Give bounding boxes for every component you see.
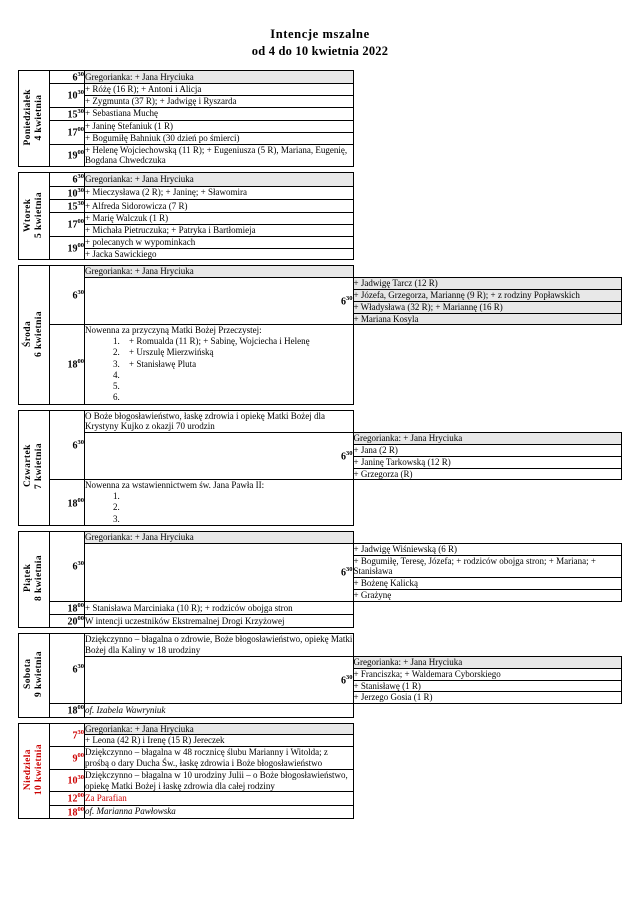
day-name: Poniedziałek [23,88,34,146]
table-row [19,95,622,107]
table-row [19,769,622,792]
intention-line: + Bogumiłę, Teresę, Józefa; + rodziców obojga stron; + Mariana; + Stanisława [353,555,596,577]
intention-text [85,84,354,96]
intention-text [85,480,354,526]
mass-time: $6^{30}$ [85,433,354,480]
intention-text [353,433,622,445]
table-row [19,704,622,717]
intention-line: + Jana (2 R) [353,445,398,456]
intention-text [85,70,354,83]
mass-time: $10^{30}$ [50,84,85,108]
intention-line: + Franciszka; + Waldemara Cyborskiego [353,668,501,679]
title-line-1: Intencje mszalne [270,27,370,41]
intention-text [85,531,354,543]
intention-line: Dziękczynno – błagalna w 48 rocznicę ślubu Marianny i Witolda; z prośbą o dary Ducha Św., łaskę zdrowia i Boże błogosławieństwo [85,747,328,768]
table-row [19,84,622,96]
table-row [19,248,622,260]
day-label [19,410,50,525]
intention-text [353,313,622,325]
mass-time: $6^{30}$ [50,70,85,83]
intention-line: + Jerzego Gosia (1 R) [353,692,433,703]
intention-text [85,173,354,186]
table-row [19,601,622,614]
intention-line: + Bożenę Kalicką [353,578,419,589]
intention-line: of. Izabela Wawryniuk [85,704,166,715]
mass-time: $15^{30}$ [50,107,85,120]
intention-line: Dziękczynno – błagalna w 10 urodziny Julii – o Boże błogosławieństwo, opiekę Matki Bożej i łaskę zdrowia dla całej rodziny [85,769,348,791]
mass-intentions-table [18,70,622,819]
day-name: Środa [23,320,34,347]
intention-text [85,213,354,225]
mass-time: $6^{30}$ [50,634,85,704]
list-item: 2. [113,502,120,513]
day-name: Piątek [23,564,34,593]
day-date: 7 kwietnia [34,443,44,490]
day-date: 8 kwietnia [34,555,44,602]
intention-text [85,615,354,628]
intention-line: + Janinę Tarkowską (12 R) [353,456,451,467]
table-row [19,792,622,805]
list-item: 1. + Romualda (11 R); + Sabinę, Wojciecha i Helenę [113,336,310,347]
table-row [19,531,622,543]
table-row [19,144,622,167]
mass-time: $18^{00}$ [50,805,85,818]
mass-time: $17^{00}$ [50,213,85,237]
intention-line: + Alfreda Sidorowicza (7 R) [85,200,188,211]
table-row [19,747,622,770]
intention-text [85,144,354,167]
mass-time: $19^{00}$ [50,144,85,167]
intention-line: Gregorianka: + Jana Hryciuka [353,433,463,444]
day-date: 10 kwietnia [34,743,44,795]
mass-time: $18^{00}$ [50,325,85,404]
intention-text [85,95,354,107]
mass-time: $6^{30}$ [50,410,85,480]
intention-line: + Jadwigę Tarcz (12 R) [353,278,438,289]
intention-text [353,543,622,555]
day-label [19,723,50,818]
list-item: 4. [113,369,120,380]
table-row [19,224,622,236]
intention-text [85,805,354,818]
intention-line: W intencji uczestników Ekstremalnej Drogi Krzyżowej [85,615,285,626]
intention-line: Gregorianka: + Jana Hryciuka [85,173,194,184]
intention-line: of. Marianna Pawłowska [85,806,176,817]
day-date: 4 kwietnia [34,93,44,140]
intention-line: Nowenna za wstawiennictwem św. Jana Pawła II: [85,480,265,491]
intention-text [85,634,354,657]
table-row [19,186,622,199]
mass-time: $10^{30}$ [50,186,85,199]
table-row [19,236,622,248]
intention-line: + Janinę Stefaniuk (1 R) [85,121,174,131]
table-row [19,480,622,526]
day-name: Czwartek [23,444,34,488]
intention-text [85,107,354,120]
intention-line: + Helenę Wojciechowską (11 R); + Eugeniusza (5 R), Mariana, Eugenię, Bogdana Chwedczuka [85,144,348,166]
mass-time: $9^{00}$ [50,747,85,770]
intention-text [353,668,622,680]
intention-text [353,692,622,704]
intention-line: + Stanisławę (1 R) [353,680,421,691]
mass-time: $7^{30}$ [50,723,85,747]
intention-line: Nowenna za przyczyną Matki Bożej Przeczystej: [85,325,262,336]
intention-line: + polecanych w wypominkach [85,236,196,247]
intention-text [353,289,622,301]
intention-text [353,589,622,601]
intention-text [353,578,622,590]
table-row [19,121,622,133]
day-name: Niedziela [23,748,34,790]
mass-time: $10^{30}$ [50,769,85,792]
intention-text [85,747,354,770]
intention-text [353,278,622,290]
list-item: 2. + Urszulę Mierzwińską [113,347,214,358]
intention-line: + Józefa, Grzegorza, Mariannę (9 R); + z rodziny Popławskich [353,289,580,300]
table-row [19,615,622,628]
day-label [19,266,50,404]
day-date: 5 kwietnia [34,191,44,238]
mass-time: $6^{30}$ [85,543,354,601]
mass-time: $18^{00}$ [50,704,85,717]
intention-line: Gregorianka: + Jana Hryciuka [353,657,463,667]
table-row [19,410,622,433]
intention-line: + Leona (42 R) i Irenę (15 R) Jereczek [85,735,225,746]
intention-line: + Zygmunta (37 R); + Jadwigę i Ryszarda [85,95,237,106]
table-row [19,213,622,225]
list-item-text: + Stanisławę Pluta [129,358,197,369]
list-item-text: + Romualda (11 R); + Sabinę, Wojciecha i Helenę [129,336,310,347]
list-item-text: + Urszulę Mierzwińską [129,347,214,358]
table-row [19,325,622,404]
intention-line: + Marię Walczuk (1 R) [85,213,169,224]
intention-text [353,680,622,692]
table-row [19,433,622,445]
title-line-2: od 4 do 10 kwietnia 2022 [251,43,389,58]
intention-text [353,657,622,669]
intention-text [353,555,622,578]
intention-text [85,601,354,614]
intention-line: + Jacka Sawickiego [85,248,157,259]
intention-line: + Michała Pietruczuka; + Patryka i Bartłomieja [85,224,256,235]
intention-text [85,236,354,248]
intention-line: Gregorianka: + Jana Hryciuka [85,723,194,734]
page-title [18,26,622,60]
intention-text [353,445,622,457]
intention-text [85,704,354,717]
intention-text [85,723,354,735]
mass-time: $15^{30}$ [50,199,85,212]
table-row [19,634,622,657]
intention-sublist [85,491,353,525]
intention-text [85,792,354,805]
list-item: 3. [113,513,120,524]
mass-time: $6^{30}$ [50,266,85,325]
day-label [19,531,50,627]
intention-line: + Stanisława Marciniaka (10 R); + rodziców obojga stron [85,602,293,613]
intention-line: O Boże błogosławieństwo, łaskę zdrowia i opiekę Matki Bożej dla Krystyny Kujko z okazji 70 urodzin [85,410,325,432]
intention-text [85,735,354,747]
intention-text [85,199,354,212]
table-row [19,657,622,669]
intention-text [85,121,354,133]
day-date: 6 kwietnia [34,310,44,357]
intention-line: + Jadwigę Wiśniewską (6 R) [353,543,458,554]
intention-text [85,224,354,236]
intention-line: Gregorianka: + Jana Hryciuka [85,266,194,277]
day-label [19,70,50,166]
intention-line: + Grzegorza (R) [353,468,413,479]
intention-line: Za Parafian [85,793,127,804]
list-item: 6. [113,392,120,403]
mass-time: $6^{30}$ [50,173,85,186]
intention-line: Dziękczynno – błagalna o zdrowie, Boże błogosławieństwo, opiekę Matki Bożej dla Kaliny w 18 urodziny [85,634,353,656]
intention-line: + Władysława (32 R); + Mariannę (16 R) [353,301,503,312]
intention-text [85,266,354,278]
intention-text [85,769,354,792]
table-row [19,173,622,186]
table-row [19,543,622,555]
mass-time: $18^{00}$ [50,601,85,614]
list-item: 1. [113,491,120,502]
table-row [19,199,622,212]
table-row [19,132,622,144]
mass-time: $18^{00}$ [50,480,85,526]
mass-time: $6^{30}$ [85,278,354,325]
day-label [19,634,50,717]
table-row [19,266,622,278]
mass-time: $19^{00}$ [50,236,85,260]
intention-text [85,248,354,260]
table-row [19,70,622,83]
intention-line: + Grażynę [353,589,392,600]
intention-line: + Sebastiana Muchę [85,108,159,119]
mass-time: $6^{30}$ [85,657,354,704]
day-date: 9 kwietnia [34,650,44,697]
intention-text [85,186,354,199]
intention-line: + Mieczysława (2 R); + Janinę; + Sławomira [85,187,247,198]
list-item: 5. [113,381,120,392]
table-row [19,735,622,747]
day-name: Wtorek [23,198,34,232]
list-item: 3. + Stanisławę Pluta [113,358,197,369]
mass-time: $12^{00}$ [50,792,85,805]
intention-line: Gregorianka: + Jana Hryciuka [85,531,194,542]
intention-line: Gregorianka: + Jana Hryciuka [85,71,194,82]
table-row [19,805,622,818]
intention-text [353,301,622,313]
day-name: Sobota [23,658,34,690]
intention-sublist [85,336,353,404]
mass-time: $6^{30}$ [50,531,85,601]
intention-text [85,132,354,144]
intention-text [85,325,354,404]
mass-time: $17^{00}$ [50,121,85,145]
intention-line: + Bogumiłę Bahniuk (30 dzień po śmierci) [85,132,240,143]
day-label [19,173,50,260]
intention-line: + Mariana Kosyla [353,313,419,324]
intention-text [353,468,622,480]
intention-line: + Różę (16 R); + Antoni i Alicja [85,84,202,95]
table-row [19,723,622,735]
mass-time: $20^{00}$ [50,615,85,628]
intention-text [85,410,354,433]
table-row [19,278,622,290]
intention-text [353,456,622,468]
table-row [19,107,622,120]
